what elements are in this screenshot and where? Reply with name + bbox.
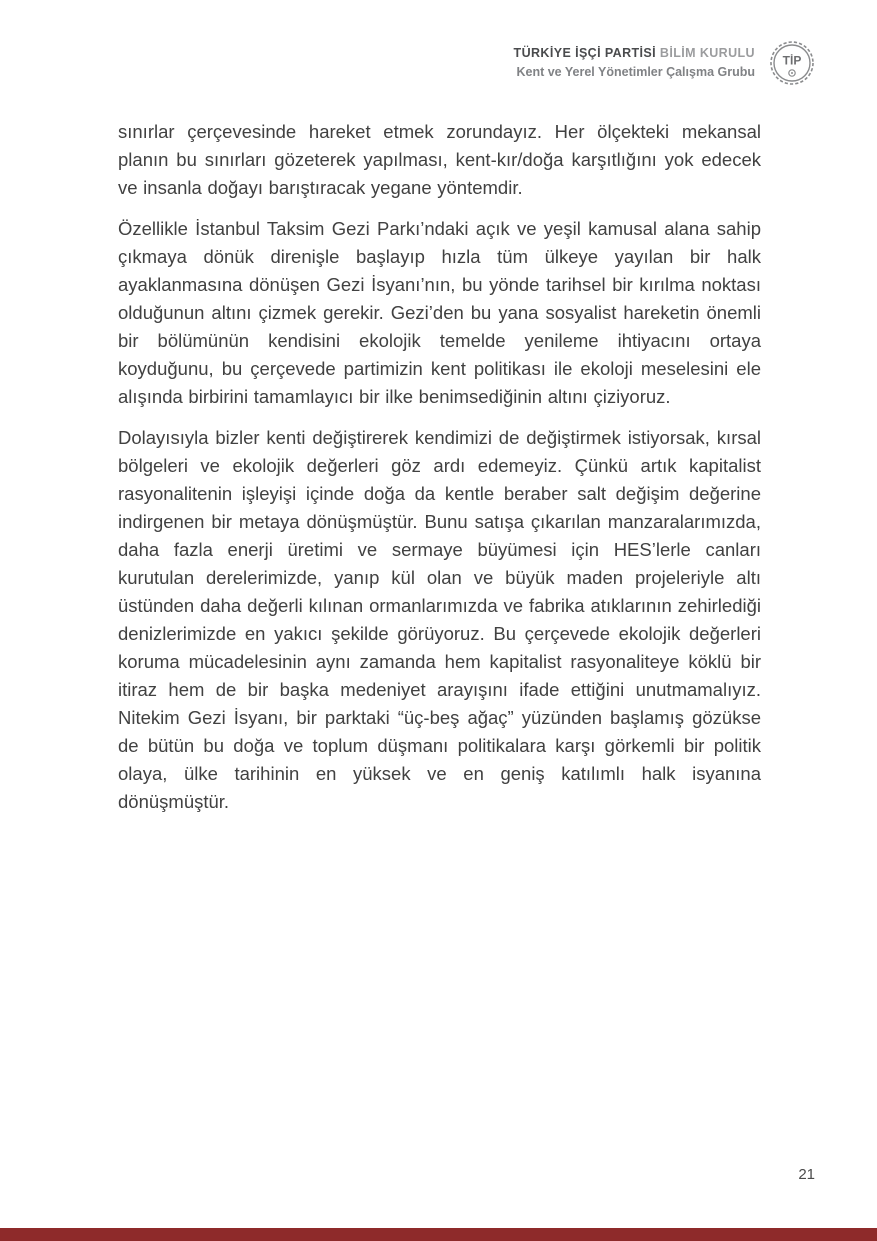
org-subtitle: Kent ve Yerel Yönetimler Çalışma Grubu (516, 65, 755, 79)
bottom-accent-bar (0, 1228, 877, 1241)
org-title-light: BİLİM KURULU (659, 45, 755, 60)
body-paragraph: Özellikle İstanbul Taksim Gezi Parkı’ndaki açık ve yeşil kamusal alana sahip çıkmaya dönük direnişle başlayıp hızla tüm ülkeye yayılan bir halk ayaklanmasına dönüşen Gezi İsyanı’nın, bu yönde tarihsel bir kırılma noktası olduğunun altını çizmek gerekir. Gezi’den bu yana sosyalist hareketin önemli bir bölümünün kendisini ekolojik temelde yenileme ihtiyacını ortaya koyduğunu, bu çerçevede partimizin kent politikası ile ekoloji meselesini ele alışında birbirini tamamlayıcı bir ilke benimsediğinin altını çiziyoruz. (118, 218, 761, 407)
org-title-bold: TÜRKİYE İŞÇİ PARTİSİ (513, 45, 657, 60)
body-paragraph: Dolayısıyla bizler kenti değiştirerek kendimizi de değiştirmek istiyorsak, kırsal bölgeleri ve ekolojik değerleri göz ardı edemeyiz. Çünkü artık kapitalist rasyonalitenin işleyişi içinde doğa da kentle beraber salt değişim değerine indirgenen bir metaya dönüşmüştür. Bunu satışa çıkarılan manzaralarımızda, daha fazla enerji üretimi ve sermaye büyümesi için HES’lerle canları kurutulan derelerimizde, yanıp kül olan ve büyük maden projeleriyle altı üstünden daha değerli kılınan ormanlarımızda ve fabrika atıklarının zehirlediği denizlerimizde en yakıcı şekilde görüyoruz. Bu çerçevede ekolojik değerleri koruma mücadelesinin aynı zamanda hem kapitalist rasyonaliteye köklü bir itiraz hem de bir başka medeniyet arayışını ifade ettiğini unutmamalıyız. Nitekim Gezi İsyanı, bir parktaki “üç-beş ağaç” yüzünden başlamış gözükse de bütün bu doğa ve toplum düşmanı politikalara karşı görkemli bir politik olaya, ülke tarihinin en yüksek ve en geniş katılımlı halk isyanına dönüşmüştür. (118, 427, 761, 812)
page-header (514, 40, 815, 86)
header-text-block (514, 44, 755, 83)
tip-logo-icon (769, 40, 815, 86)
org-title (514, 44, 755, 63)
document-body (118, 118, 761, 829)
page-number: 21 (798, 1166, 815, 1183)
logo-text: TİP (782, 53, 802, 68)
body-paragraph: sınırlar çerçevesinde hareket etmek zorundayız. Her ölçekteki mekansal planın bu sınırları gözeterek yapılması, kent-kır/doğa karşıtlığını yok edecek ve insanla doğayı barıştıracak yegane yöntemdir. (118, 121, 761, 198)
